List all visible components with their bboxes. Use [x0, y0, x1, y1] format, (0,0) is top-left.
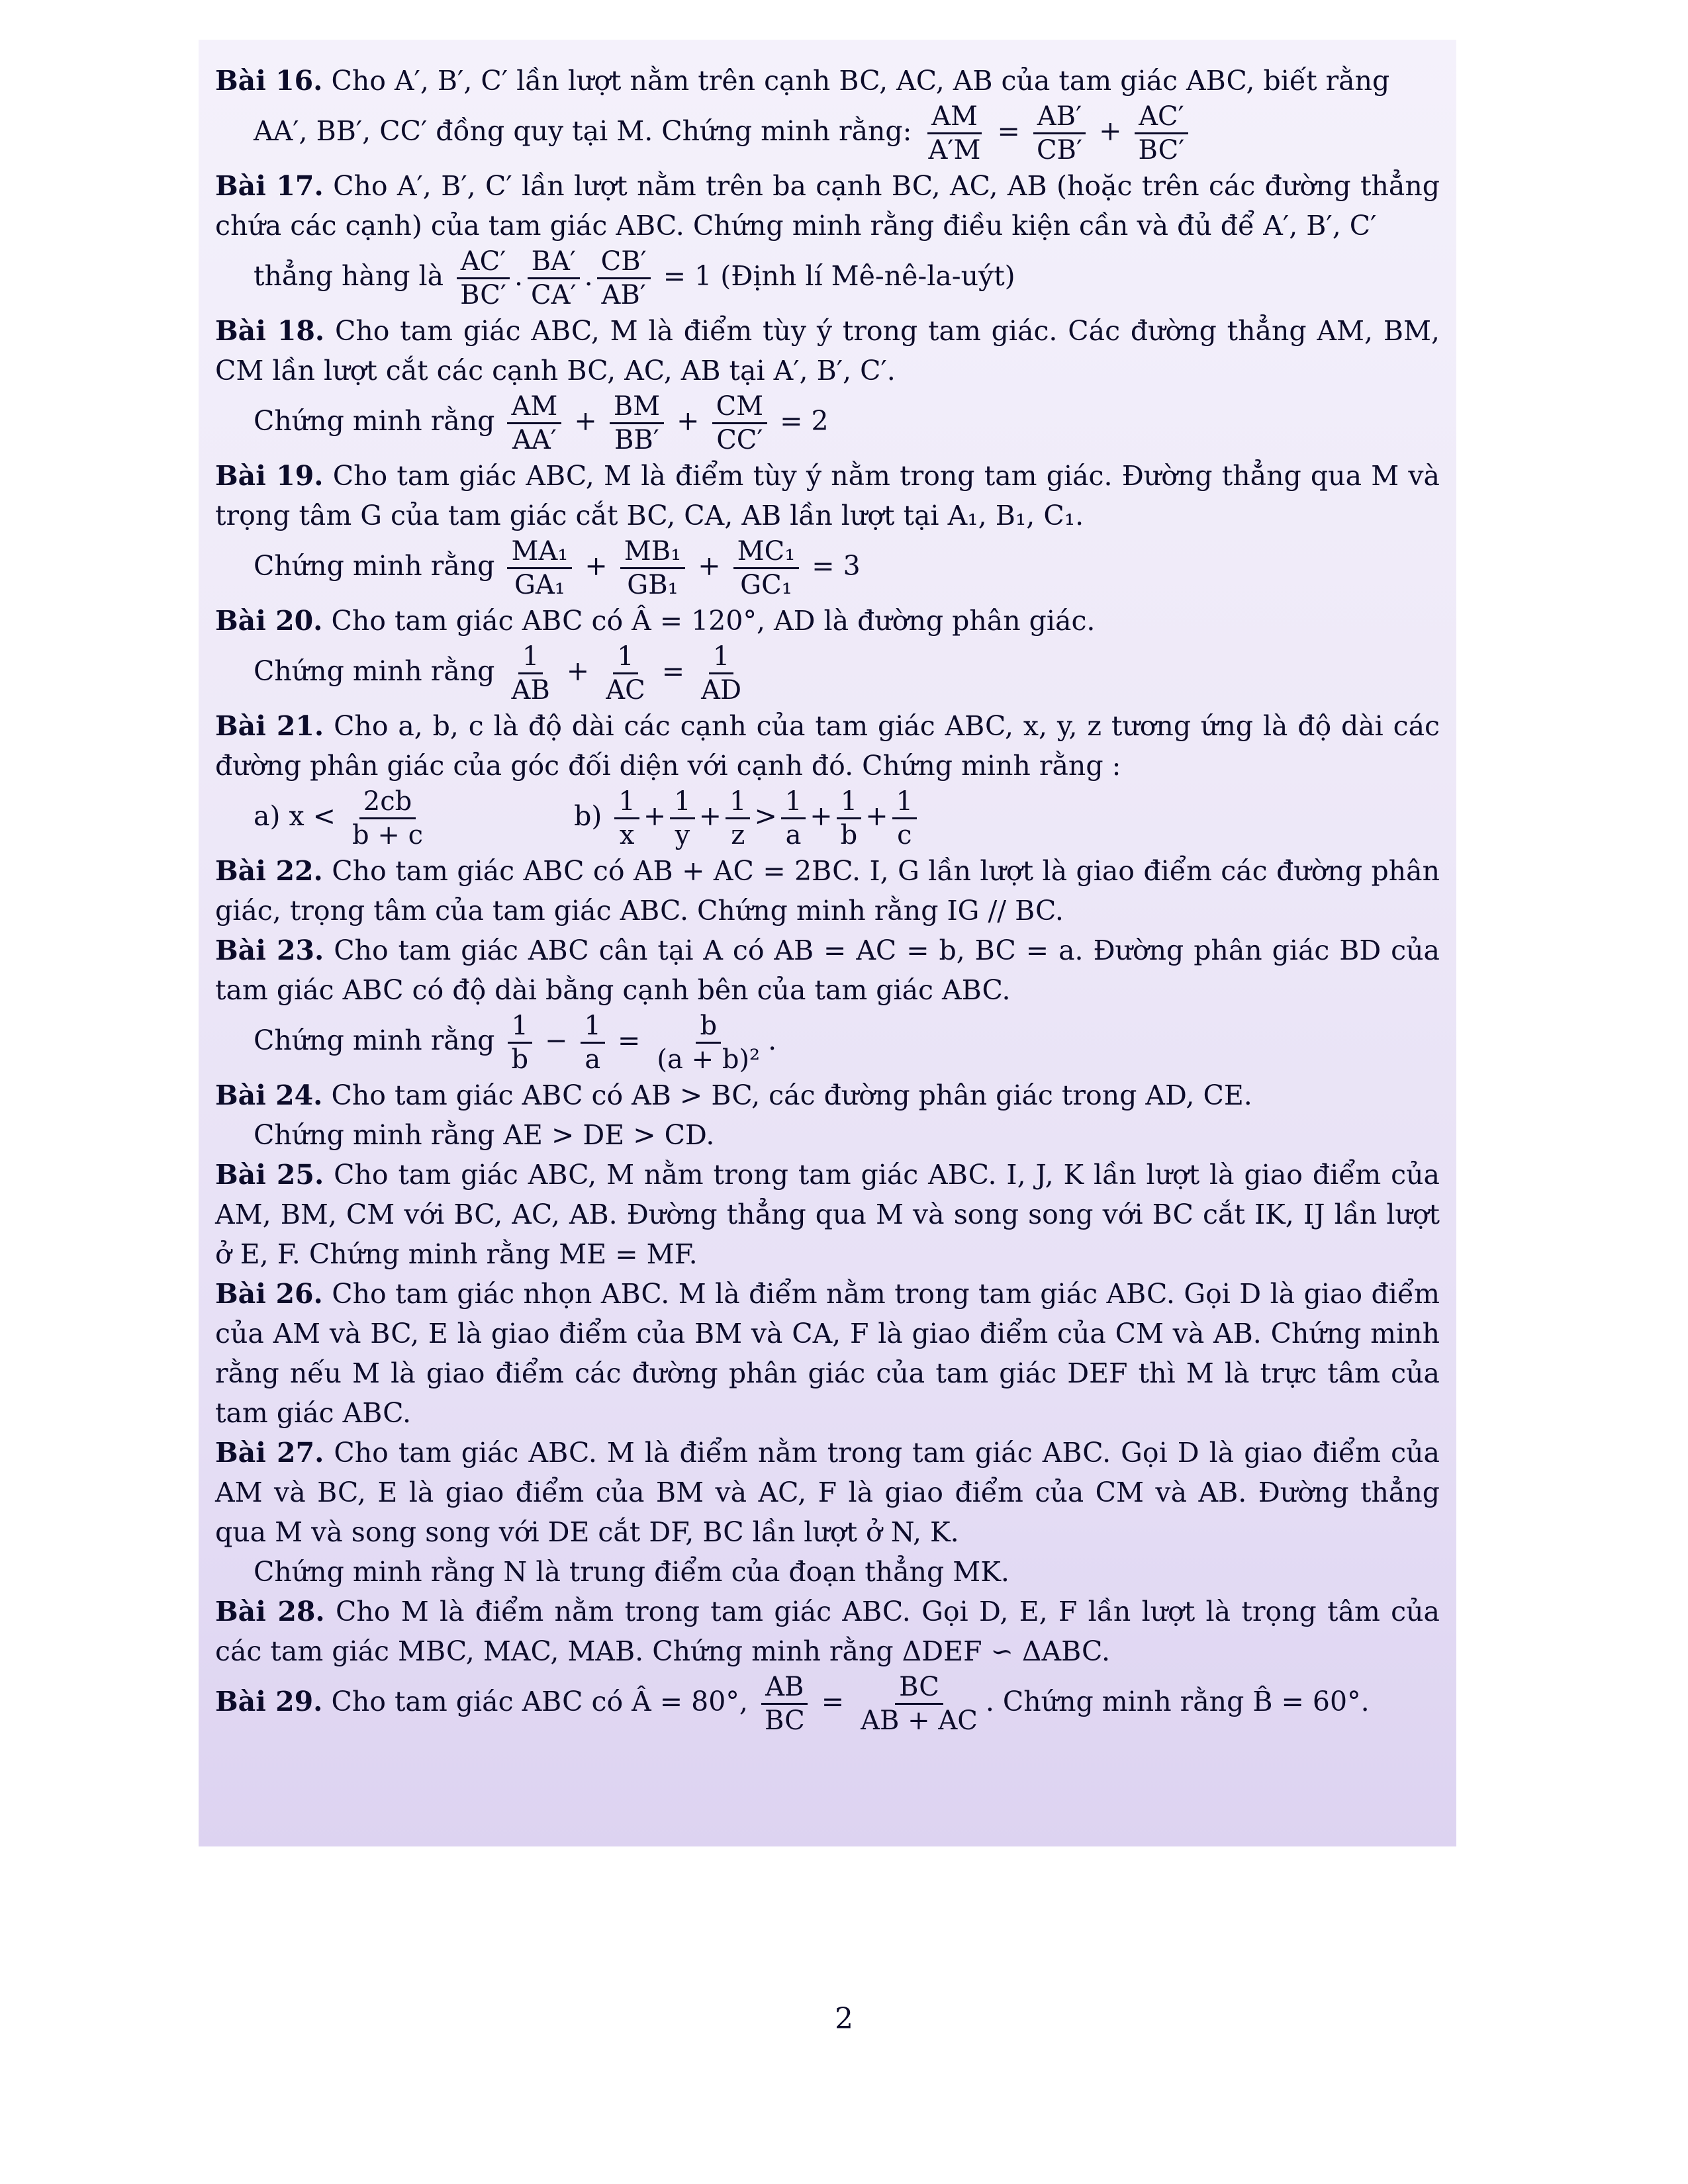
problem-24: [215, 1075, 1440, 1155]
fraction: [892, 786, 917, 851]
fraction: [507, 390, 561, 456]
numerator: 1: [726, 786, 750, 819]
problem-formula-line: [215, 246, 1440, 311]
numerator: 1: [508, 1010, 532, 1044]
denominator: GA₁: [514, 570, 565, 600]
problem-text: Cho A′, B′, C′ lần lượt nằm trên cạnh BC, AC, AB của tam giác ABC, biết rằng: [331, 65, 1390, 97]
problem-28: [215, 1592, 1440, 1671]
numerator: CM: [712, 390, 768, 424]
math-operator: +: [698, 800, 722, 832]
math-operator: +: [865, 800, 888, 832]
math-operator: +: [585, 550, 608, 582]
problem-label: Bài 24.: [215, 1079, 323, 1111]
fraction: [1134, 101, 1188, 166]
numerator: AC′: [457, 246, 510, 279]
denominator: b + c: [352, 820, 423, 850]
denominator: z: [731, 820, 745, 850]
problem-text: = 2: [780, 405, 829, 437]
fraction: [1033, 101, 1086, 166]
numerator: BM: [610, 390, 664, 424]
problem-label: Bài 27.: [215, 1437, 324, 1469]
problem-text: Cho tam giác ABC, M nằm trong tam giác ABC. I, J, K lần lượt là giao điểm của AM, BM, CM với BC, AC, AB. Đường thẳng qua M và song song với BC cắt IK, IJ lần lượt ở E, F. Chứng minh rằng ME = MF.: [215, 1159, 1440, 1270]
part-b-label: b): [574, 800, 602, 832]
fraction: [712, 390, 768, 456]
denominator: b: [840, 820, 858, 850]
math-operator: .: [768, 1024, 777, 1056]
numerator: 2cb: [359, 786, 416, 819]
denominator: CA′: [531, 280, 577, 310]
fraction: [925, 101, 985, 166]
problem-text: Cho A′, B′, C′ lần lượt nằm trên ba cạnh BC, AC, AB (hoặc trên các đường thẳng chứa các cạnh) của tam giác ABC. Chứng minh rằng điều kiện cần và đủ để A′, B′, C′: [215, 170, 1440, 242]
problem-18: [215, 311, 1440, 456]
problem-text: Cho tam giác ABC, M là điểm tùy ý nằm trong tam giác. Đường thẳng qua M và trọng tâm G của tam giác cắt BC, CA, AB lần lượt tại A₁, B₁, C₁.: [215, 460, 1440, 531]
problem-formula-line: [215, 1010, 1440, 1075]
numerator: 1: [613, 641, 637, 674]
numerator: 1: [518, 641, 543, 674]
problem-text: AA′, BB′, CC′ đồng quy tại M. Chứng minh rằng:: [254, 115, 912, 147]
problem-19: [215, 456, 1440, 601]
math-operator: +: [698, 550, 721, 582]
problem-20: [215, 601, 1440, 706]
problem-26: [215, 1274, 1440, 1433]
problem-text: Cho a, b, c là độ dài các cạnh của tam giác ABC, x, y, z tương ứng là độ dài các đường phân giác của góc đối diện với cạnh đó. Chứng minh rằng :: [215, 710, 1440, 782]
numerator: AM: [507, 390, 561, 424]
denominator: b: [511, 1044, 529, 1075]
numerator: 1: [892, 786, 917, 819]
denominator: AA′: [512, 425, 557, 455]
numerator: BA′: [528, 246, 580, 279]
problem-text: Cho tam giác ABC có AB + AC = 2BC. I, G lần lượt là giao điểm các đường phân giác, trọng tâm của tam giác ABC. Chứng minh rằng IG // BC.: [215, 855, 1440, 927]
fraction: [527, 246, 581, 311]
problem-23: [215, 931, 1440, 1075]
problem-text: Cho tam giác ABC có Â = 80°,: [331, 1686, 748, 1717]
problem-list: [215, 61, 1440, 1737]
numerator: AC′: [1135, 101, 1188, 134]
numerator: MB₁: [620, 535, 685, 569]
problem-text: Chứng minh rằng N là trung điểm của đoạn thẳng MK.: [254, 1556, 1009, 1588]
fraction: [507, 641, 553, 706]
math-operator: +: [574, 405, 597, 437]
denominator: BC′: [460, 280, 506, 310]
denominator: A′M: [928, 135, 981, 165]
problem-text: Cho tam giác ABC có Â = 120°, AD là đường phân giác.: [331, 605, 1096, 637]
problem-formula-line: [215, 641, 1440, 706]
fraction: [761, 1671, 809, 1737]
denominator: AB + AC: [861, 1706, 978, 1736]
problem-29: [215, 1671, 1440, 1737]
problem-formula-line: [215, 390, 1440, 456]
numerator: 1: [837, 786, 861, 819]
fraction: [837, 786, 862, 851]
math-operator: =: [821, 1686, 845, 1717]
problem-text: = 1 (Định lí Mê-nê-la-uýt): [663, 260, 1015, 292]
problem-text: thẳng hàng là: [254, 260, 444, 292]
denominator: GC₁: [740, 570, 792, 600]
math-operator: =: [997, 115, 1020, 147]
denominator: AB′: [601, 280, 646, 310]
problem-17: [215, 166, 1440, 311]
denominator: CB′: [1036, 135, 1083, 165]
fraction: [653, 1010, 764, 1075]
problem-text: Cho tam giác ABC, M là điểm tùy ý trong tam giác. Các đường thẳng AM, BM, CM lần lượt cắt các cạnh BC, AC, AB tại A′, B′, C′.: [215, 315, 1440, 387]
numerator: AM: [927, 101, 982, 134]
denominator: y: [675, 820, 690, 850]
denominator: GB₁: [627, 570, 679, 600]
denominator: c: [897, 820, 912, 850]
fraction: [733, 535, 800, 601]
numerator: BC: [895, 1671, 943, 1705]
page-number: 2: [835, 2002, 853, 2036]
fraction: [348, 786, 427, 851]
math-operator: >: [754, 800, 777, 832]
denominator: BB′: [614, 425, 659, 455]
numerator: 1: [781, 786, 806, 819]
denominator: (a + b)²: [657, 1044, 761, 1075]
fraction: [507, 535, 572, 601]
problem-label: Bài 20.: [215, 605, 323, 637]
problem-text: = 3: [812, 550, 861, 582]
math-operator: +: [643, 800, 667, 832]
fraction: [726, 786, 750, 851]
problem-formula-line: [215, 535, 1440, 601]
numerator: 1: [670, 786, 694, 819]
math-operator: +: [677, 405, 700, 437]
numerator: AB′: [1033, 101, 1086, 134]
denominator: AC: [606, 675, 645, 705]
problem-text: Chứng minh rằng: [254, 1024, 495, 1056]
problem-label: Bài 17.: [215, 170, 324, 202]
fraction: [857, 1671, 982, 1737]
problem-label: Bài 19.: [215, 460, 324, 492]
fraction: [610, 390, 664, 456]
math-operator: =: [618, 1024, 641, 1056]
problem-label: Bài 16.: [215, 65, 323, 97]
fraction: [602, 641, 649, 706]
problem-25: [215, 1155, 1440, 1274]
denominator: AD: [701, 675, 742, 705]
fraction: [781, 786, 806, 851]
fraction: [597, 246, 651, 311]
math-operator: .: [584, 260, 593, 292]
math-operator: =: [661, 655, 685, 687]
fraction: [456, 246, 510, 311]
fraction: [614, 786, 639, 851]
problem-22: [215, 851, 1440, 931]
problem-label: Bài 22.: [215, 855, 323, 887]
problem-label: Bài 18.: [215, 315, 325, 347]
fraction: [620, 535, 685, 601]
denominator: x: [619, 820, 635, 850]
numerator: b: [696, 1010, 721, 1044]
problem-text: Cho tam giác ABC. M là điểm nằm trong tam giác ABC. Gọi D là giao điểm của AM và BC, E là giao điểm của BM và AC, F là giao điểm của CM và AB. Đường thẳng qua M và song song với DE cắt DF, BC lần lượt ở N, K.: [215, 1437, 1440, 1548]
math-operator: +: [810, 800, 833, 832]
problem-text: Chứng minh rằng: [254, 405, 495, 437]
denominator: AB: [511, 675, 550, 705]
math-operator: +: [1099, 115, 1122, 147]
problem-text: . Chứng minh rằng B̂ = 60°.: [985, 1686, 1370, 1717]
problem-text: Cho tam giác ABC có AB > BC, các đường phân giác trong AD, CE.: [331, 1079, 1252, 1111]
problem-formula-line: [215, 786, 1440, 851]
problem-text: Cho tam giác nhọn ABC. M là điểm nằm trong tam giác ABC. Gọi D là giao điểm của AM và BC, E là giao điểm của BM và CA, F là giao điểm của CM và AB. Chứng minh rằng nếu M là giao điểm các đường phân giác của tam giác DEF thì M là trực tâm của tam giác ABC.: [215, 1278, 1440, 1429]
problem-label: Bài 28.: [215, 1596, 325, 1627]
part-a-label: a) x <: [254, 800, 336, 832]
problem-label: Bài 29.: [215, 1686, 323, 1717]
problem-text: Chứng minh rằng: [254, 550, 495, 582]
denominator: BC′: [1138, 135, 1185, 165]
numerator: 1: [581, 1010, 605, 1044]
numerator: 1: [614, 786, 639, 819]
fraction: [507, 1010, 532, 1075]
numerator: MC₁: [733, 535, 800, 569]
denominator: CC′: [716, 425, 763, 455]
problem-formula-line: [215, 101, 1440, 166]
math-operator: .: [514, 260, 524, 292]
fraction: [697, 641, 745, 706]
numerator: MA₁: [507, 535, 572, 569]
problem-27: [215, 1433, 1440, 1592]
denominator: a: [585, 1044, 601, 1075]
problem-text: Cho tam giác ABC cân tại A có AB = AC = b, BC = a. Đường phân giác BD của tam giác ABC có độ dài bằng cạnh bên của tam giác ABC.: [215, 934, 1440, 1006]
math-operator: −: [545, 1024, 568, 1056]
math-operator: +: [566, 655, 590, 687]
problem-text: Cho M là điểm nằm trong tam giác ABC. Gọi D, E, F lần lượt là trọng tâm của các tam giác MBC, MAC, MAB. Chứng minh rằng ΔDEF ∽ ΔABC.: [215, 1596, 1440, 1667]
numerator: CB′: [597, 246, 651, 279]
fraction: [670, 786, 694, 851]
problem-label: Bài 23.: [215, 934, 324, 966]
numerator: 1: [709, 641, 733, 674]
denominator: a: [785, 820, 802, 850]
problem-16: [215, 61, 1440, 166]
problem-21: [215, 706, 1440, 851]
problem-label: Bài 26.: [215, 1278, 323, 1310]
problem-label: Bài 25.: [215, 1159, 324, 1191]
denominator: BC: [764, 1706, 805, 1736]
problem-label: Bài 21.: [215, 710, 324, 742]
numerator: AB: [761, 1671, 808, 1705]
problem-text: Chứng minh rằng AE > DE > CD.: [254, 1119, 715, 1151]
problem-text: Chứng minh rằng: [254, 655, 495, 687]
fraction: [581, 1010, 605, 1075]
